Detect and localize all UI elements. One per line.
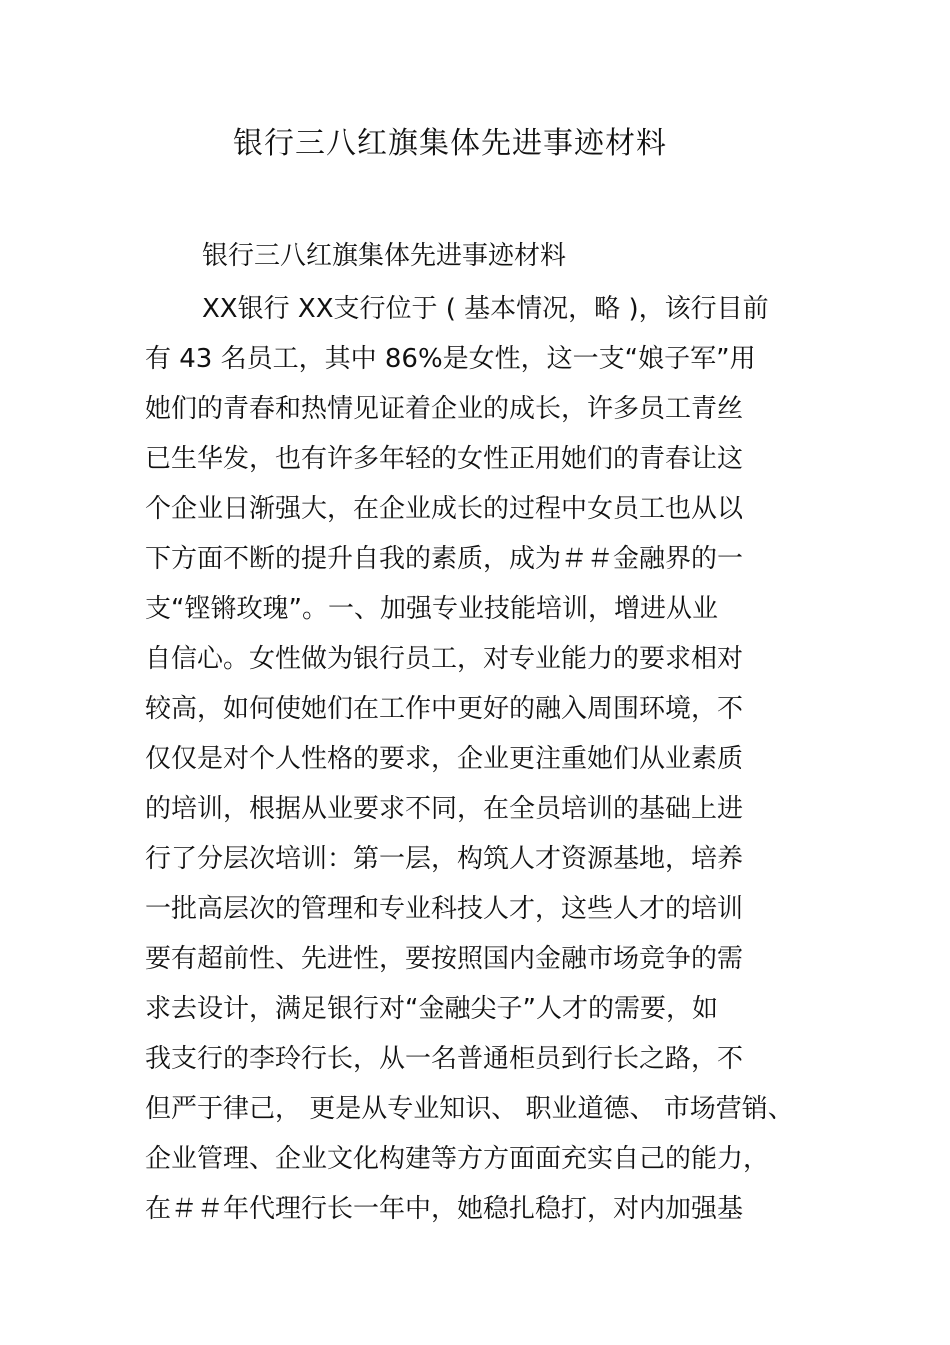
text-line: 一批高层次的管理和专业科技人才，这些人才的培训: [145, 894, 744, 924]
text-line: 支“铿锵玫瑰”。一、加强专业技能培训，增进从业: [145, 594, 718, 624]
text-line: 仅仅是对个人性格的要求，企业更注重她们从业素质: [145, 744, 744, 774]
text-line: 较高，如何使她们在工作中更好的融入周围环境，不: [145, 694, 744, 724]
text-line: 企业管理、企业文化构建等方方面面充实自己的能力，: [145, 1144, 770, 1174]
text-line: 在＃＃年代理行长一年中，她稳扎稳打，对内加强基: [145, 1194, 744, 1224]
text-line: XX银行 XX支行位于 ( 基本情况，略 )，该行目前: [202, 294, 769, 324]
text-line: 下方面不断的提升自我的素质，成为＃＃金融界的一: [145, 544, 744, 574]
text-line: 的培训，根据从业要求不同，在全员培训的基础上进: [145, 794, 744, 824]
text-line: 有 43 名员工，其中 86%是女性，这一支“娘子军”用: [145, 344, 756, 374]
document-title: 银行三八红旗集体先进事迹材料: [233, 126, 667, 161]
text-line: 求去设计，满足银行对“金融尖子”人才的需要，如: [145, 994, 718, 1024]
text-line: 要有超前性、先进性，要按照国内金融市场竞争的需: [145, 944, 744, 974]
text-line: 自信心。女性做为银行员工，对专业能力的要求相对: [145, 644, 744, 674]
document-subtitle: 银行三八红旗集体先进事迹材料: [202, 241, 567, 271]
text-line: 个企业日渐强大，在企业成长的过程中女员工也从以: [145, 494, 744, 524]
body-text: [145, 286, 835, 1236]
text-line: 我支行的李玲行长，从一名普通柜员到行长之路，不: [145, 1044, 744, 1074]
text-line: 她们的青春和热情见证着企业的成长，许多员工青丝: [145, 394, 744, 424]
text-line: 行了分层次培训：第一层，构筑人才资源基地，培养: [145, 844, 744, 874]
text-line: 已生华发，也有许多年轻的女性正用她们的青春让这: [145, 444, 744, 474]
text-line: 但严于律己， 更是从专业知识、 职业道德、 市场营销、: [145, 1094, 794, 1124]
